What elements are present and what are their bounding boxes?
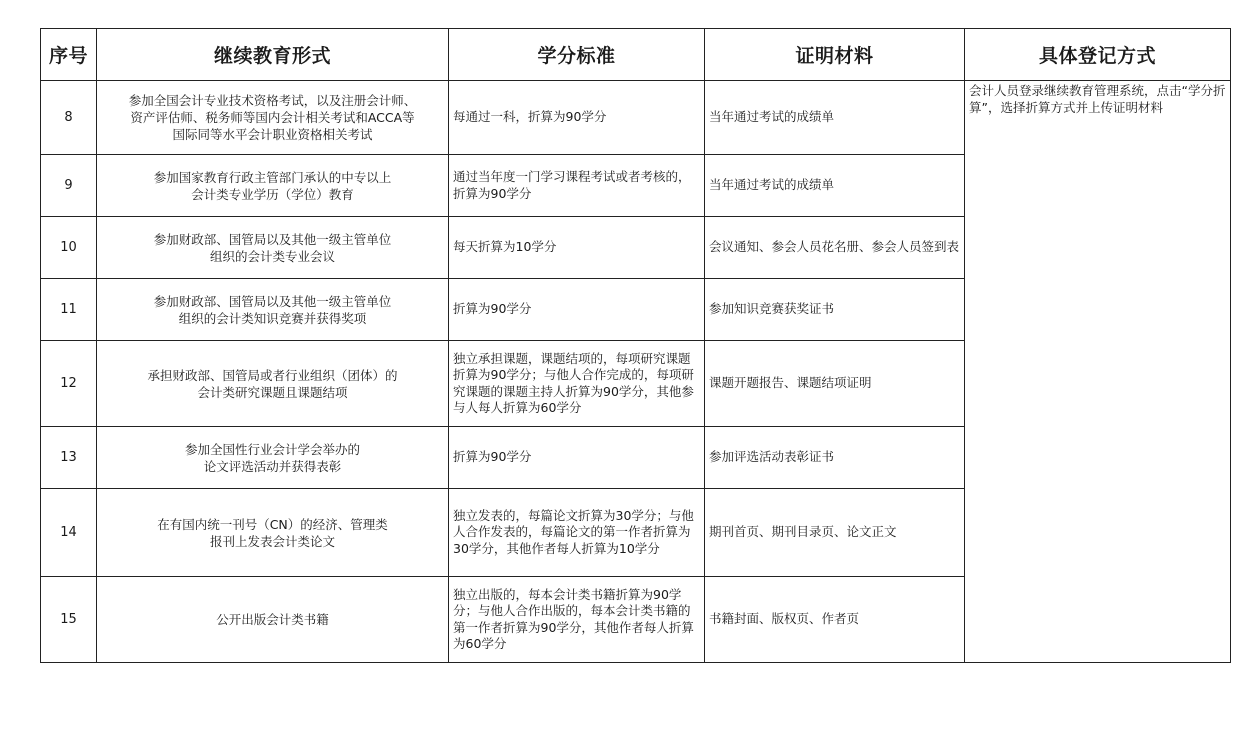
table-row xyxy=(41,81,1231,155)
row-credit-standard: 折算为90学分 xyxy=(449,279,705,341)
row-proof-material: 参加知识竞赛获奖证书 xyxy=(705,279,965,341)
row-credit-standard: 折算为90学分 xyxy=(449,427,705,489)
row-serial-no: 15 xyxy=(41,577,97,663)
row-serial-no: 10 xyxy=(41,217,97,279)
row-credit-standard: 独立发表的，每篇论文折算为30学分；与他人合作发表的，每篇论文的第一作者折算为30学分，其他作者每人折算为10学分 xyxy=(449,489,705,577)
table-header-row xyxy=(41,29,1231,81)
registration-method-cell: 会计人员登录继续教育管理系统，点击“学分折算”，选择折算方式并上传证明材料 xyxy=(965,81,1231,663)
header-registration-method: 具体登记方式 xyxy=(965,29,1231,81)
row-education-form: 承担财政部、国管局或者行业组织（团体）的 会计类研究课题且课题结项 xyxy=(97,341,449,427)
row-education-form: 公开出版会计类书籍 xyxy=(97,577,449,663)
row-education-form: 参加财政部、国管局以及其他一级主管单位 组织的会计类知识竞赛并获得奖项 xyxy=(97,279,449,341)
header-education-form: 继续教育形式 xyxy=(97,29,449,81)
row-education-form: 参加全国性行业会计学会举办的 论文评选活动并获得表彰 xyxy=(97,427,449,489)
row-credit-standard: 每通过一科，折算为90学分 xyxy=(449,81,705,155)
row-credit-standard: 独立出版的，每本会计类书籍折算为90学分；与他人合作出版的，每本会计类书籍的第一作者折算为90学分，其他作者每人折算为60学分 xyxy=(449,577,705,663)
header-serial-no: 序号 xyxy=(41,29,97,81)
row-education-form: 参加全国会计专业技术资格考试，以及注册会计师、 资产评估师、税务师等国内会计相关考试和ACCA等 国际同等水平会计职业资格相关考试 xyxy=(97,81,449,155)
row-credit-standard: 每天折算为10学分 xyxy=(449,217,705,279)
row-education-form: 在有国内统一刊号（CN）的经济、管理类 报刊上发表会计类论文 xyxy=(97,489,449,577)
row-serial-no: 9 xyxy=(41,155,97,217)
row-serial-no: 8 xyxy=(41,81,97,155)
row-credit-standard: 通过当年度一门学习课程考试或者考核的，折算为90学分 xyxy=(449,155,705,217)
row-proof-material: 会议通知、参会人员花名册、参会人员签到表 xyxy=(705,217,965,279)
row-proof-material: 当年通过考试的成绩单 xyxy=(705,155,965,217)
credit-table-sheet xyxy=(40,28,1230,663)
row-serial-no: 12 xyxy=(41,341,97,427)
row-proof-material: 期刊首页、期刊目录页、论文正文 xyxy=(705,489,965,577)
row-proof-material: 书籍封面、版权页、作者页 xyxy=(705,577,965,663)
row-proof-material: 课题开题报告、课题结项证明 xyxy=(705,341,965,427)
row-proof-material: 参加评选活动表彰证书 xyxy=(705,427,965,489)
row-education-form: 参加国家教育行政主管部门承认的中专以上 会计类专业学历（学位）教育 xyxy=(97,155,449,217)
row-serial-no: 13 xyxy=(41,427,97,489)
row-serial-no: 14 xyxy=(41,489,97,577)
row-education-form: 参加财政部、国管局以及其他一级主管单位 组织的会计类专业会议 xyxy=(97,217,449,279)
row-credit-standard: 独立承担课题，课题结项的，每项研究课题折算为90学分；与他人合作完成的，每项研究课题的课题主持人折算为90学分，其他参与人每人折算为60学分 xyxy=(449,341,705,427)
continuing-education-credit-table xyxy=(40,28,1231,663)
header-credit-standard: 学分标准 xyxy=(449,29,705,81)
row-proof-material: 当年通过考试的成绩单 xyxy=(705,81,965,155)
header-proof-material: 证明材料 xyxy=(705,29,965,81)
row-serial-no: 11 xyxy=(41,279,97,341)
